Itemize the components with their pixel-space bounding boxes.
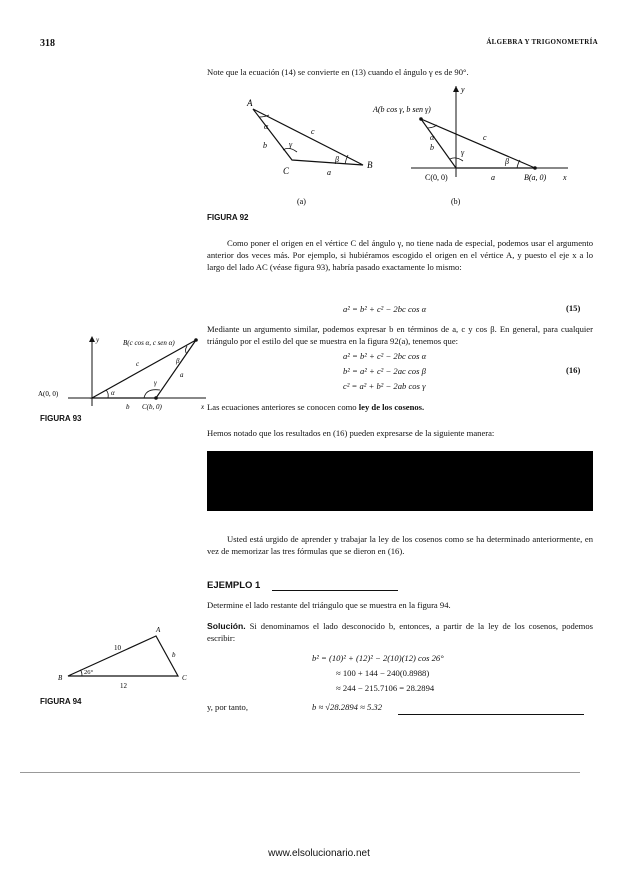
final-result-rule [398, 714, 584, 715]
example-title-rule [272, 590, 398, 591]
law-intro-text: Las ecuaciones anteriores se conocen como [207, 402, 359, 412]
paragraph-law-of-cosines [207, 401, 593, 413]
fig93-y-axis-label: y [96, 336, 100, 344]
equation-16-line-3: c² = a² + b² − 2ab cos γ [343, 381, 426, 391]
figure-94 [48, 620, 208, 692]
fig92b-alpha: α [430, 133, 435, 142]
equation-16-line-1: a² = b² + c² − 2bc cos α [343, 351, 427, 361]
fig93-origin: A(0, 0) [38, 390, 59, 398]
fig93-side-c: c [136, 360, 140, 368]
page-number: 318 [40, 38, 55, 49]
figure-92b [372, 85, 568, 206]
fig92a-side-c: c [311, 127, 315, 136]
final-prefix: y, por tanto, [207, 702, 248, 712]
fig92a-beta: β [335, 155, 339, 164]
running-title: ÁLGEBRA Y TRIGONOMETRÍA [486, 38, 598, 46]
fig92a-alpha: α [264, 122, 269, 131]
fig92a-vertex-A: A [247, 98, 253, 108]
fig93-vertex-C: C(b, 0) [142, 403, 162, 411]
fig92a-gamma: γ [289, 140, 293, 149]
footer-url[interactable]: www.elsolucionario.net [268, 848, 370, 859]
solution-label: Solución. [207, 621, 246, 631]
fig92a-vertex-B: B [367, 160, 373, 170]
fig94-angle: 26° [84, 669, 94, 676]
equation-16-line-2: b² = a² + c² − 2ac cos β [343, 366, 426, 376]
figure-93-caption: FIGURA 93 [40, 414, 82, 423]
fig93-side-b: b [126, 403, 130, 411]
fig94-side-b: b [172, 651, 176, 659]
equation-15: a² = b² + c² − 2bc cos α [343, 304, 427, 314]
redacted-box [207, 451, 593, 511]
law-name: ley de los cosenos. [358, 402, 425, 412]
fig92b-label: (b) [451, 197, 461, 206]
fig94-vertex-C: C [182, 674, 187, 682]
intro-note: Note que la ecuación (14) se convierte en (13) cuando el ángulo γ es de 90°. [207, 67, 469, 77]
paragraph-expression: Hemos notado que los resultados en (16) pueden expresarse de la siguiente manera: [207, 428, 495, 438]
solution-step-2: ≈ 100 + 144 − 240(0.8988) [336, 668, 430, 678]
figure-92 [225, 82, 595, 212]
figure-92-caption: FIGURA 92 [207, 213, 249, 222]
solution-text: Si denominamos el lado desconocido b, entonces, a partir de la ley de los cosenos, podemos escribir: [207, 621, 593, 643]
example-title: EJEMPLO 1 [207, 580, 261, 591]
fig92a-side-b: b [263, 141, 267, 150]
fig92b-x-axis-label: x [563, 173, 567, 182]
paragraph-origin-choice: Como poner el origen en el vértice C del ángulo γ, no tiene nada de especial, podemos usar el argumento anterior dos veces más. Por ejemplo, si hubiéramos escogido el origen en el vértice A, y puesto el eje x a lo largo del lado AC (véase figura 93), habría pasado exactamente lo mismo: [207, 238, 593, 272]
example-solution [207, 620, 593, 644]
fig94-side-c: 10 [114, 644, 121, 652]
fig92b-y-axis-label: y [461, 85, 465, 94]
figure-92a [246, 98, 373, 206]
equation-16-tag: (16) [566, 365, 581, 375]
fig94-side-a: 12 [120, 682, 127, 690]
fig92b-vertex-A: A(b cos γ, b sen γ) [373, 105, 431, 114]
solution-step-3: ≈ 244 − 215.7106 = 28.2894 [336, 683, 435, 693]
fig93-beta: β [176, 357, 180, 365]
fig93-gamma: γ [154, 379, 157, 387]
fig93-side-a: a [180, 371, 184, 379]
fig92a-label: (a) [297, 197, 306, 206]
equation-15-tag: (15) [566, 303, 581, 313]
solution-step-1: b² = (10)² + (12)² − 2(10)(12) cos 26° [312, 653, 444, 663]
fig92b-side-c: c [483, 133, 487, 142]
figure-93 [38, 330, 208, 412]
example-statement: Determine el lado restante del triángulo que se muestra en la figura 94. [207, 600, 451, 610]
fig94-vertex-A: A [156, 626, 161, 634]
fig92b-vertex-B: B(a, 0) [524, 173, 547, 182]
fig92b-origin: C(0, 0) [425, 173, 448, 182]
page-edge-line [20, 772, 580, 773]
fig93-alpha: α [111, 389, 115, 397]
fig93-x-axis-label: x [201, 403, 205, 411]
fig94-vertex-B: B [58, 674, 63, 682]
paragraph-advice: Usted está urgido de aprender y trabajar la ley de los cosenos como se ha determinado anteriormente, en vez de memorizar las tres fórmulas que se dieron en (16). [207, 534, 593, 556]
paragraph-general-case: Mediante un argumento similar, podemos expresar b en términos de a, c y cos β. En general, para cualquier triángulo por el estilo del que se muestra en la figura 92(a), tenemos que: [207, 324, 593, 346]
fig92a-side-a: a [327, 168, 331, 177]
final-result: b ≈ √28.2894 ≈ 5.32 [312, 702, 383, 712]
fig92a-vertex-C: C [283, 166, 290, 176]
fig92b-beta: β [505, 157, 509, 166]
fig93-vertex-B: B(c cos α, c sen α) [123, 339, 175, 347]
fig92b-side-a: a [491, 173, 495, 182]
figure-94-caption: FIGURA 94 [40, 697, 82, 706]
fig92b-side-b: b [430, 143, 434, 152]
fig92b-gamma: γ [461, 148, 465, 157]
